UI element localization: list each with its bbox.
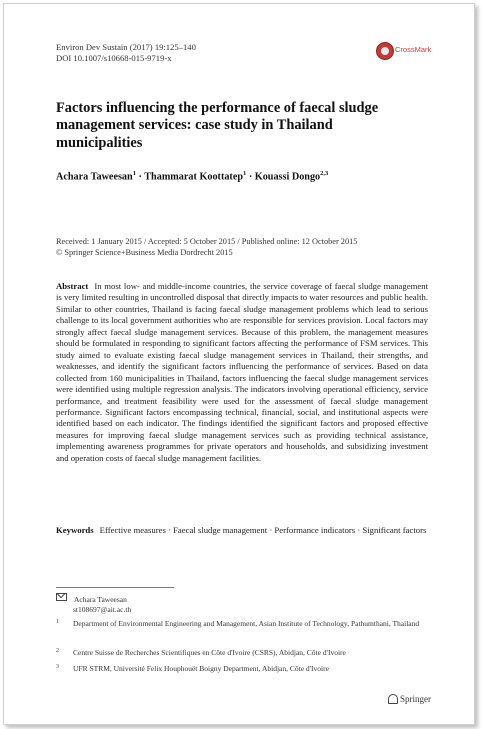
affiliation: [56, 648, 436, 658]
correspondence: [56, 593, 131, 615]
publication-dates: [56, 236, 357, 258]
author-affiliation-mark: 1: [243, 170, 247, 177]
author-name: Achara Taweesan: [56, 171, 133, 183]
affiliation-number: 3: [56, 664, 59, 670]
abstract: [56, 281, 428, 464]
abstract-text: In most low- and middle-income countries, the service coverage of faecal sludge management is very limited resulting in uncontrolled disposal that directly impacts to water resources and public health. Similar to other countries, Thailand is facing faecal sludge management problems which lead to serious challenge to its local government authorities who are responsible for services provision. Local factors may strongly affect faecal sludge management services. Because of this problem, the management measures should be formulated in responding to significant factors affecting the performance of FSM services. This study aimed to evaluate existing faecal sludge management services in Thailand, their strengths, and weaknesses, and identify the significant factors influencing the performance of services. Based on data collected from 160 municipalities in Thailand, factors influencing the faecal sludge management services were identified using multiple regression analysis. The indicators involving operational efficiency, service performance, and treatment feasibility were used for the assessment of faecal sludge management performance. Significant factors encompassing technical, financial, social, and institutional aspects were identified based on each indicator. The findings identified the significant factors and proposed effective measures for improving faecal sludge management services such as providing technical assistance, implementing awareness programmes for private operators and households, and subsidizing investment and operation costs of faecal sludge management facilities.: [56, 281, 428, 463]
crossmark-badge[interactable]: [376, 41, 446, 61]
affiliation-text: UFR STRM, Université Felix Houphouët Boigny Department, Abidjan, Côte d'Ivoire: [73, 664, 329, 673]
publisher-logo: [387, 694, 431, 704]
crossmark-icon: [376, 42, 394, 60]
author-email[interactable]: st108697@ait.ac.th: [73, 605, 132, 614]
journal-citation: Environ Dev Sustain (2017) 19:125–140: [56, 42, 196, 52]
affiliation-text: Centre Suisse de Recherches Scientifiques en Côte d'Ivoire (CSRS), Abidjan, Côte d'Ivoire: [73, 648, 346, 657]
keywords: [56, 525, 428, 536]
keywords-heading: Keywords: [56, 525, 94, 535]
abstract-heading: Abstract: [56, 281, 89, 291]
article-page: [3, 3, 475, 725]
author-list: [56, 170, 328, 182]
received-accepted-published: Received: 1 January 2015 / Accepted: 5 October 2015 / Published online: 12 October 2015: [56, 237, 358, 246]
author-affiliation-mark: 1: [132, 170, 136, 177]
crossmark-label: CrossMark: [395, 45, 432, 54]
keywords-text: Effective measures · Faecal sludge management · Performance indicators · Significant factors: [99, 525, 427, 535]
author-affiliation-mark: 2,3: [320, 170, 329, 177]
author-separator: ·: [135, 171, 145, 183]
affiliation: [56, 664, 436, 674]
author-separator: ·: [246, 171, 255, 183]
copyright-notice: © Springer Science+Business Media Dordrecht 2015: [56, 248, 233, 257]
affiliation-text: Department of Environmental Engineering and Management, Asian Institute of Technology, Pathumthani, Thailand: [73, 619, 420, 628]
affiliation-number: 2: [56, 648, 59, 654]
springer-horse-icon: [387, 694, 397, 703]
envelope-icon: [56, 593, 67, 601]
article-title: Factors influencing the performance of faecal sludge management services: case study in Thailand municipalities: [56, 100, 379, 151]
author-name: Thammarat Koottatep: [144, 171, 244, 183]
affiliation: [56, 619, 436, 629]
author-name: Kouassi Dongo: [254, 171, 321, 183]
journal-header: [56, 42, 196, 64]
corresponding-author: Achara Taweesan: [74, 595, 127, 604]
footnote-divider: [56, 587, 174, 588]
doi[interactable]: DOI 10.1007/s10668-015-9719-x: [56, 53, 172, 63]
affiliation-number: 1: [56, 619, 59, 625]
publisher-name: Springer: [400, 694, 431, 704]
